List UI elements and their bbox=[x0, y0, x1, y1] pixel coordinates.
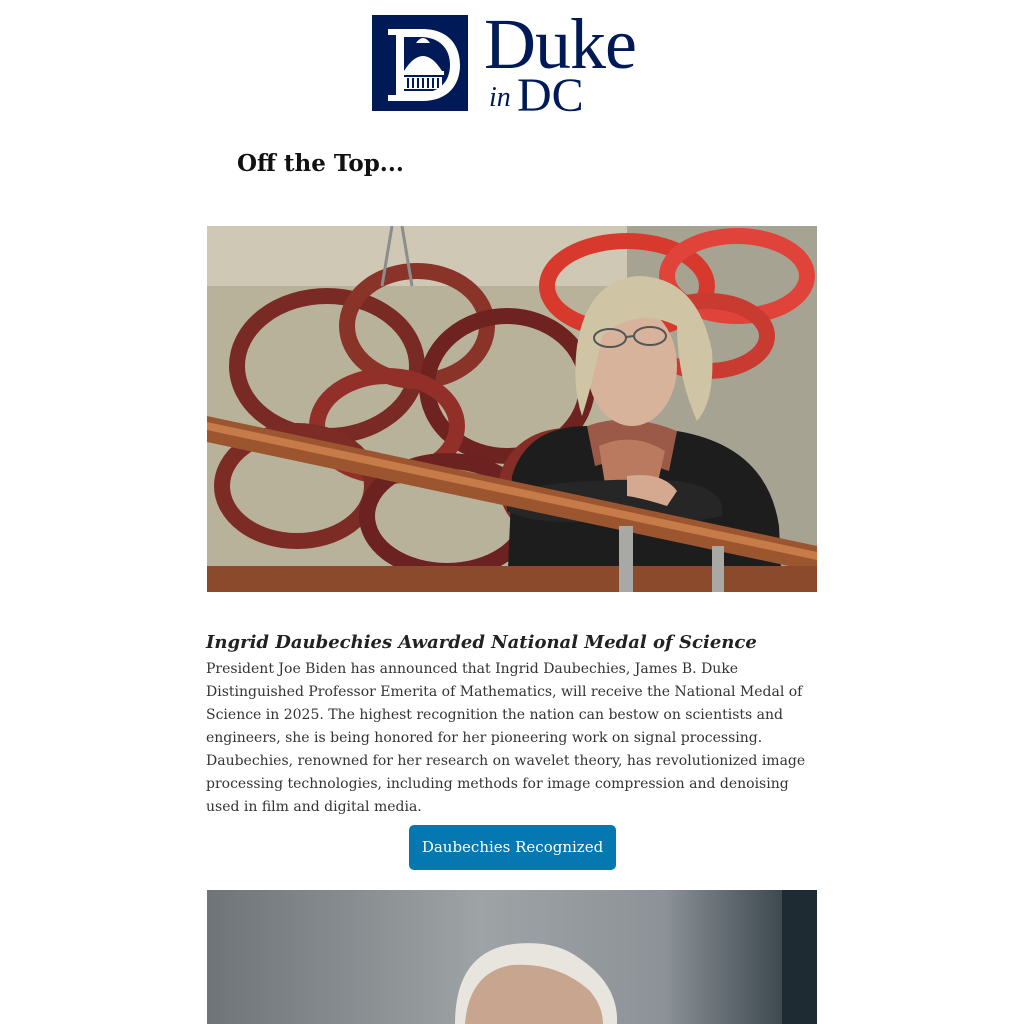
section-title: Off the Top... bbox=[237, 150, 404, 177]
logo-wordmark-duke: Duke bbox=[484, 4, 636, 84]
article-body: President Joe Biden has announced that Ingrid Daubechies, James B. Duke Distinguished Professor Emerita of Mathematics, will receive the National Medal of Science in 2025. The highest recognition the nation can bestow on scientists and engineers, she is being honored for her pioneering work on signal processing. Daubechies, renowned for her research on wavelet theory, has revolutionized image processing technologies, including methods for image compression and denoising used in film and digital media. bbox=[206, 661, 806, 815]
article-title: Ingrid Daubechies Awarded National Medal of Science bbox=[206, 632, 757, 653]
second-article-photo[interactable] bbox=[207, 890, 817, 1024]
duke-d-capitol-dome-icon bbox=[372, 15, 468, 111]
article-photo[interactable] bbox=[207, 226, 817, 592]
logo-wordmark-in: in bbox=[489, 82, 511, 113]
logo-wordmark-dc: DC bbox=[517, 69, 584, 122]
duke-in-dc-logo[interactable] bbox=[371, 4, 661, 122]
daubechies-recognized-button[interactable]: Daubechies Recognized bbox=[409, 825, 616, 870]
